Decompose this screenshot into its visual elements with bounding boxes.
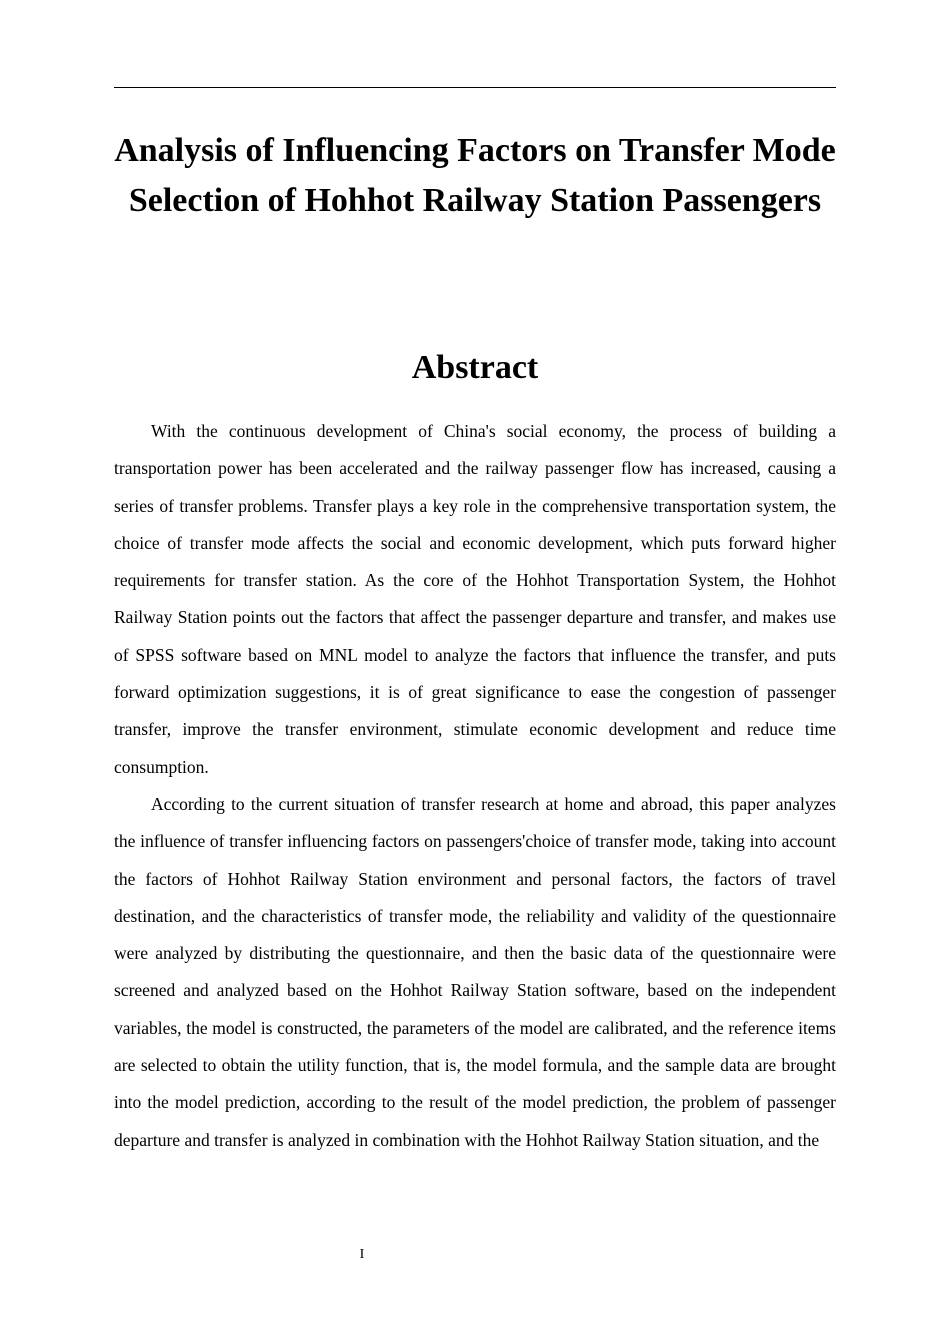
- abstract-paragraph-2: According to the current situation of transfer research at home and abroad, this paper analyzes the influence of transfer influencing factors on passengers'choice of transfer mode, taking into account the factors of Hohhot Railway Station environment and personal factors, the factors of travel destination, and the characteristics of transfer mode, the reliability and validity of the questionnaire were analyzed by distributing the questionnaire, and then the basic data of the questionnaire were screened and analyzed based on the Hohhot Railway Station software, based on the independent variables, the model is constructed, the parameters of the model are calibrated, and the reference items are selected to obtain the utility function, that is, the model formula, and the sample data are brought into the model prediction, according to the result of the model prediction, the problem of passenger departure and transfer is analyzed in combination with the Hohhot Railway Station situation, and the: [114, 793, 836, 1150]
- page-number: I: [359, 1247, 365, 1262]
- document-title: Analysis of Influencing Factors on Transfer Mode Selection of Hohhot Railway Station Passengers: [114, 132, 836, 219]
- abstract-heading: Abstract: [411, 349, 539, 386]
- abstract-paragraph-1: With the continuous development of China's social economy, the process of building a transportation power has been accelerated and the railway passenger flow has increased, causing a series of transfer problems. Transfer plays a key role in the comprehensive transportation system, the choice of transfer mode affects the social and economic development, which puts forward higher requirements for transfer station. As the core of the Hohhot Transportation System, the Hohhot Railway Station points out the factors that affect the passenger departure and transfer, and makes use of SPSS software based on MNL model to analyze the factors that influence the transfer, and puts forward optimization suggestions, it is of great significance to ease the congestion of passenger transfer, improve the transfer environment, stimulate economic development and reduce time consumption.: [114, 421, 836, 777]
- abstract-body: [114, 413, 836, 1159]
- header-rule: [114, 87, 836, 88]
